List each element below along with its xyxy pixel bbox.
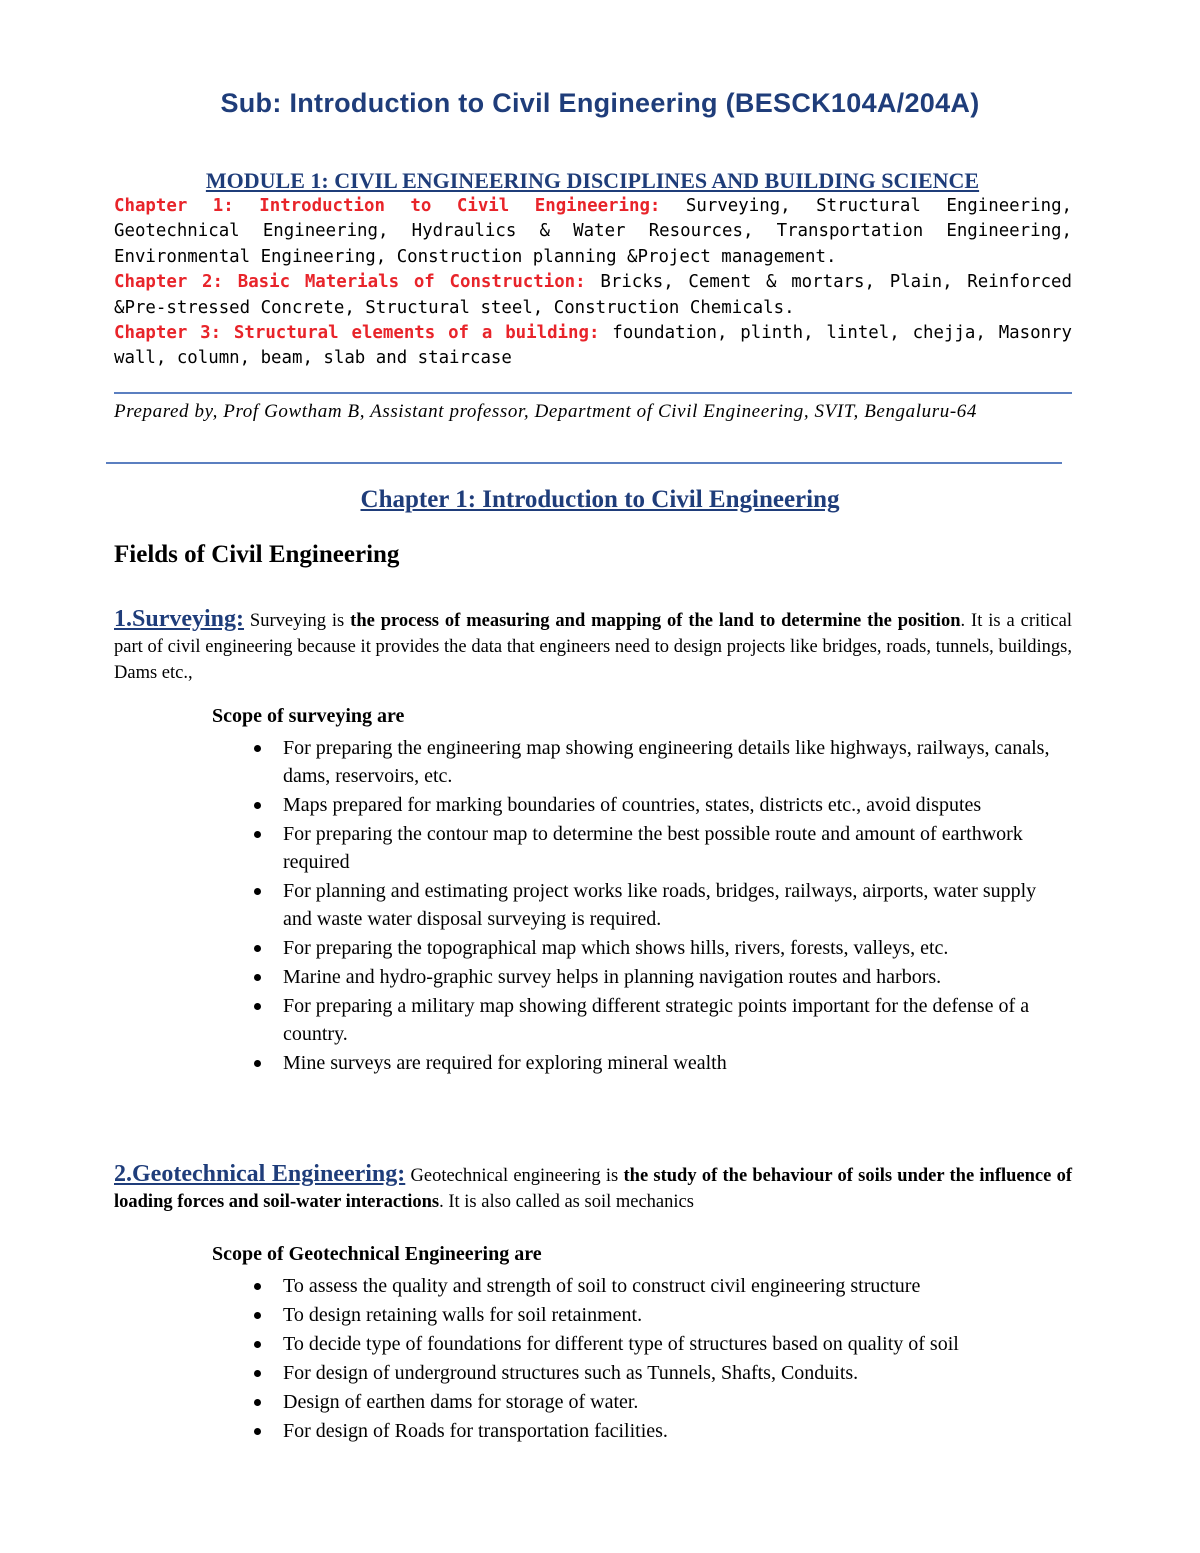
chapter-topics: Bricks, Cement & mortars, Plain, Reinforced &Pre-stressed Concrete, Structural steel, Construction Chemicals. [114, 272, 1072, 318]
list-item [0, 1417, 1063, 1445]
list-item [0, 1388, 1063, 1416]
list-item [0, 1301, 1063, 1329]
module-heading: MODULE 1: CIVIL ENGINEERING DISCIPLINES AND BUILDING SCIENCE [205, 168, 980, 193]
list-item-text: For design of underground structures such as Tunnels, Shafts, Conduits. [283, 1362, 859, 1384]
geotechnical-heading: 2.Geotechnical Engineering: [114, 1161, 406, 1187]
bullet-icon [254, 945, 261, 952]
list-item-text: For planning and estimating project works like roads, bridges, railways, airports, water supply and waste water disposal surveying is required. [283, 880, 1037, 930]
list-item-text: To design retaining walls for soil retainment. [283, 1304, 643, 1326]
bullet-icon [254, 1428, 261, 1435]
list-item [0, 992, 1063, 1048]
list-item-text: Marine and hydro-graphic survey helps in planning navigation routes and harbors. [283, 966, 942, 988]
geotechnical-paragraph [114, 1161, 1072, 1215]
chapter-label: Chapter 2: Basic Materials of Construction: [114, 272, 586, 293]
list-item-text: Design of earthen dams for storage of water. [283, 1391, 639, 1413]
list-item [0, 791, 1063, 819]
bullet-icon [254, 888, 261, 895]
bullet-icon [254, 1341, 261, 1348]
bullet-icon [254, 1060, 261, 1067]
chapter-entry [114, 194, 1072, 270]
scope-heading: Scope of Geotechnical Engineering are [212, 1243, 542, 1265]
chapter-heading: Chapter 1: Introduction to Civil Engineering [360, 486, 840, 513]
chapter-label: Chapter 1: Introduction to Civil Engineering: [114, 196, 661, 216]
list-item-text: To assess the quality and strength of soil to construct civil engineering structure [283, 1275, 921, 1297]
list-item-text: For preparing the topographical map which shows hills, rivers, forests, valleys, etc. [283, 937, 949, 959]
list-item [0, 734, 1063, 790]
paragraph-text: Geotechnical engineering is [405, 1166, 624, 1186]
bullet-icon [254, 1003, 261, 1010]
list-item [0, 820, 1063, 876]
chapter-topics: foundation, plinth, lintel, chejja, Masonry wall, column, beam, slab and staircase [114, 323, 1072, 369]
list-item [0, 1359, 1063, 1387]
geotechnical-scope-list [0, 1272, 1200, 1446]
paragraph-text: . It is also called as soil mechanics [439, 1192, 694, 1212]
bullet-icon [254, 1283, 261, 1290]
subject-title: Sub: Introduction to Civil Engineering (BESCK104A/204A) [220, 88, 980, 118]
list-item [0, 877, 1063, 933]
definition-text: the study of the behaviour of soils under the influence of loading forces and soil-water interactions [114, 1166, 1073, 1212]
list-item [0, 1330, 1063, 1358]
bullet-icon [254, 831, 261, 838]
divider [106, 462, 1062, 464]
chapter-entry [114, 321, 1072, 372]
list-item [0, 934, 1063, 962]
list-item-text: For preparing the engineering map showing engineering details like highways, railways, canals, dams, reservoirs, etc. [283, 737, 1050, 787]
list-item-text: For design of Roads for transportation facilities. [283, 1420, 668, 1442]
list-item [0, 1049, 1063, 1077]
scope-heading: Scope of surveying are [212, 705, 405, 727]
surveying-scope-list [0, 734, 1200, 1078]
chapter-label: Chapter 3: Structural elements of a building: [114, 323, 600, 344]
surveying-heading: 1.Surveying: [114, 606, 245, 632]
bullet-icon [254, 745, 261, 752]
chapter-entry [114, 270, 1072, 321]
list-item-text: Mine surveys are required for exploring mineral wealth [283, 1052, 727, 1074]
paragraph-text: . It is a critical part of civil engineering because it provides the data that engineers need to design projects like bridges, roads, tunnels, buildings, Dams etc., [114, 611, 1072, 683]
bullet-icon [254, 1399, 261, 1406]
list-item [0, 1272, 1063, 1300]
chapter-list [114, 194, 1072, 372]
paragraph-text: Surveying is [244, 611, 351, 631]
list-item-text: To decide type of foundations for different type of structures based on quality of soil [283, 1333, 959, 1355]
bullet-icon [254, 1312, 261, 1319]
list-item [0, 963, 1063, 991]
section-heading: Fields of Civil Engineering [114, 541, 400, 568]
list-item-text: For preparing a military map showing different strategic points important for the defense of a country. [283, 995, 1030, 1045]
list-item-text: For preparing the contour map to determine the best possible route and amount of earthwork required [283, 823, 1023, 873]
chapter-topics: Surveying, Structural Engineering, Geotechnical Engineering, Hydraulics & Water Resources, Transportation Engineering, Environmental Engineering, Construction planning &Project management. [114, 196, 1073, 267]
list-item-text: Maps prepared for marking boundaries of countries, states, districts etc., avoid disputes [283, 794, 982, 816]
bullet-icon [254, 802, 261, 809]
surveying-paragraph [114, 606, 1072, 686]
bullet-icon [254, 1370, 261, 1377]
definition-text: the process of measuring and mapping of the land to determine the position [350, 611, 961, 631]
divider [114, 392, 1072, 394]
bullet-icon [254, 974, 261, 981]
author-credit: Prepared by, Prof Gowtham B, Assistant professor, Department of Civil Engineering, SVIT, Bengaluru-64 [114, 401, 977, 422]
